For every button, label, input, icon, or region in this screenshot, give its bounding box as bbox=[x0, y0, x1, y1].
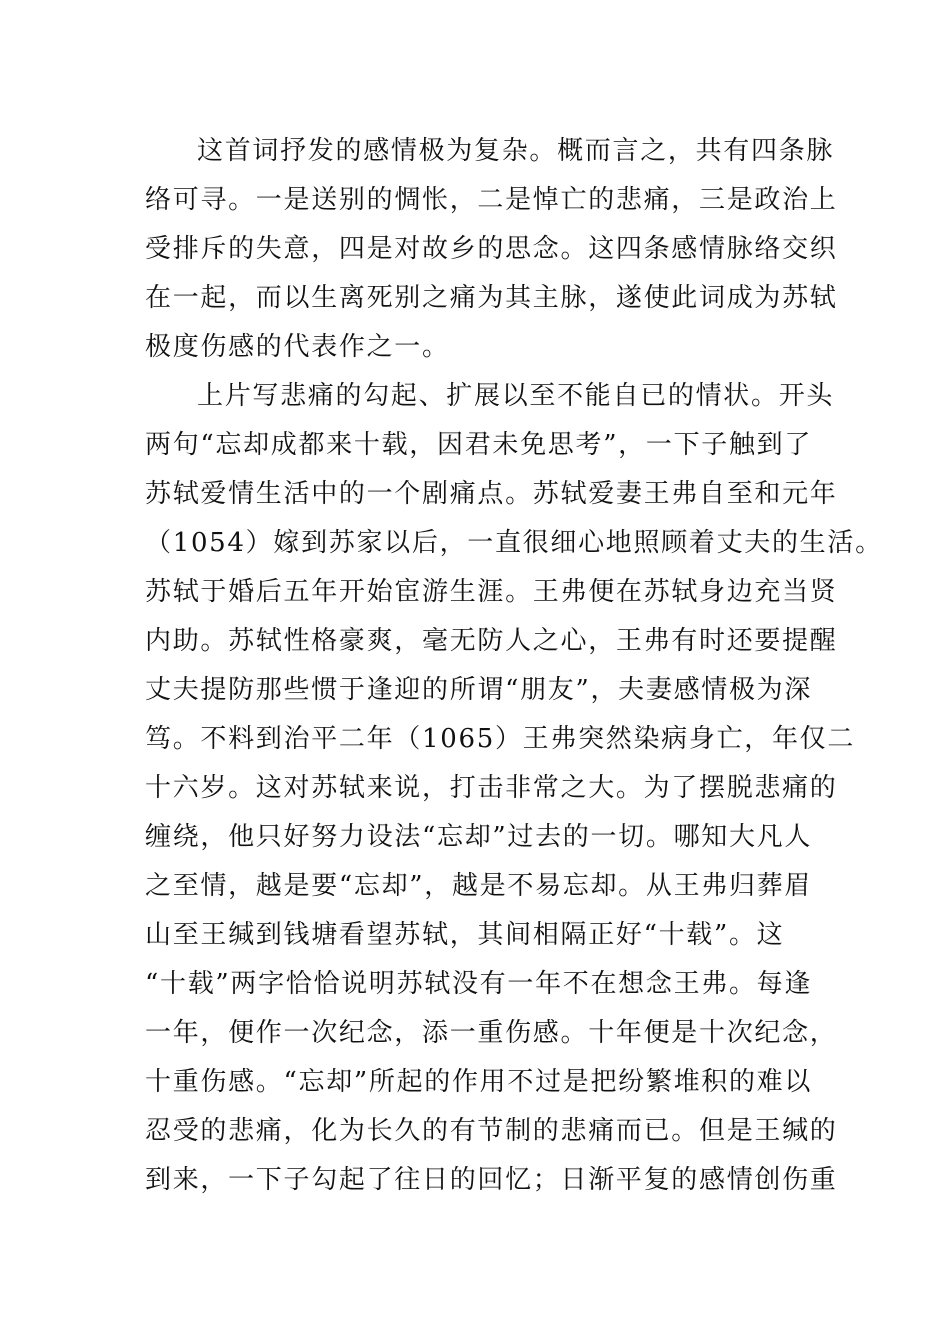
text-line: 两句“忘却成都来十载，因君未免思考”，一下子触到了 bbox=[145, 430, 813, 460]
text-line: 这首词抒发的感情极为复杂。概而言之，共有四条脉 bbox=[197, 136, 835, 166]
text-line: 苏轼于婚后五年开始宦游生涯。王弗便在苏轼身边充当贤 bbox=[145, 577, 838, 607]
text-line: 山至王缄到钱塘看望苏轼，其间相隔正好“十载”。这 bbox=[145, 920, 785, 950]
paragraph-2 bbox=[145, 372, 883, 1205]
text-line: 十六岁。这对苏轼来说，打击非常之大。为了摆脱悲痛的 bbox=[145, 773, 838, 803]
text-line: 丈夫提防那些惯于逢迎的所谓“朋友”，夫妻感情极为深 bbox=[145, 675, 813, 705]
text-line: 十重伤感。“忘却”所起的作用不过是把纷繁堆积的难以 bbox=[145, 1067, 813, 1097]
text-line: 之至情，越是要“忘却”，越是不易忘却。从王弗归葬眉 bbox=[145, 871, 813, 901]
text-line: （1054）嫁到苏家以后，一直很细心地照顾着丈夫的生活。 bbox=[145, 528, 883, 558]
text-line: 上片写悲痛的勾起、扩展以至不能自已的情状。开头 bbox=[197, 381, 835, 411]
text-line: 受排斥的失意，四是对故乡的思念。这四条感情脉络交织 bbox=[145, 234, 838, 264]
paragraph-1 bbox=[145, 127, 838, 372]
text-line: 缠绕，他只好努力设法“忘却”过去的一切。哪知大凡人 bbox=[145, 822, 813, 852]
text-line: 笃。不料到治平二年（1065）王弗突然染病身亡，年仅二 bbox=[145, 724, 856, 754]
text-line: 极度伤感的代表作之一。 bbox=[145, 332, 450, 362]
text-line: 忍受的悲痛，化为长久的有节制的悲痛而已。但是王缄的 bbox=[145, 1116, 838, 1146]
text-line: “十载”两字恰恰说明苏轼没有一年不在想念王弗。每逢 bbox=[145, 969, 813, 999]
text-line: 苏轼爱情生活中的一个剧痛点。苏轼爱妻王弗自至和元年 bbox=[145, 479, 838, 509]
text-line: 到来，一下子勾起了往日的回忆；日渐平复的感情创伤重 bbox=[145, 1165, 838, 1195]
text-line: 一年，便作一次纪念，添一重伤感。十年便是十次纪念， bbox=[145, 1018, 838, 1048]
text-line: 内助。苏轼性格豪爽，毫无防人之心，王弗有时还要提醒 bbox=[145, 626, 838, 656]
text-line: 络可寻。一是送别的惆怅，二是悼亡的悲痛，三是政治上 bbox=[145, 185, 838, 215]
document-body bbox=[145, 127, 883, 1205]
text-line: 在一起，而以生离死别之痛为其主脉，遂使此词成为苏轼 bbox=[145, 283, 838, 313]
